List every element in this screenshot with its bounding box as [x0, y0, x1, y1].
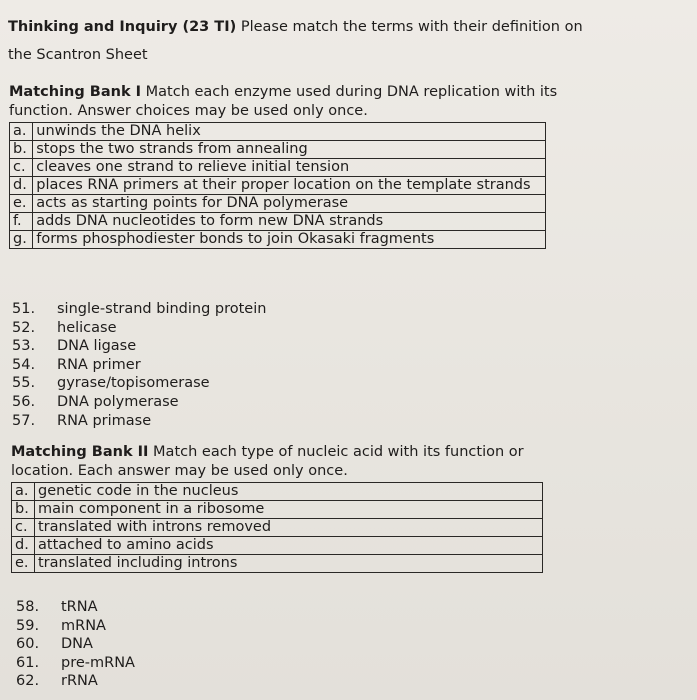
choice-letter: a. [12, 483, 35, 501]
bank2-question-list [16, 598, 135, 691]
table-row [10, 195, 546, 213]
list-item [12, 412, 266, 431]
question-term: mRNA [61, 617, 106, 634]
question-term: DNA polymerase [57, 393, 179, 410]
list-item [16, 598, 135, 617]
choice-text: adds DNA nucleotides to form new DNA strands [33, 213, 546, 231]
list-item [12, 300, 266, 319]
question-term: RNA primer [57, 356, 141, 373]
question-number: 59. [16, 617, 40, 634]
question-term: DNA [61, 636, 93, 653]
question-term: tRNA [61, 599, 98, 615]
table-row [12, 537, 543, 555]
choice-text: genetic code in the nucleus [35, 483, 543, 501]
table-row [12, 555, 543, 573]
choice-text: translated with introns removed [35, 519, 543, 537]
choice-letter: g. [10, 231, 33, 249]
choice-letter: e. [12, 555, 35, 573]
choice-letter: b. [12, 501, 35, 519]
table-row [10, 213, 546, 231]
choice-text: stops the two strands from annealing [33, 141, 546, 159]
question-number: 56. [12, 393, 36, 410]
question-term: rRNA [61, 673, 98, 690]
list-item [16, 654, 135, 673]
choice-letter: d. [12, 537, 35, 555]
list-item [12, 393, 266, 412]
bank2-choices-table [11, 482, 543, 573]
question-term: DNA ligase [57, 338, 137, 355]
question-term: single-strand binding protein [57, 301, 267, 317]
list-item [16, 635, 135, 654]
list-item [12, 337, 266, 356]
choice-letter: f. [10, 213, 33, 231]
choice-text: forms phosphodiester bonds to join Okasaki fragments [33, 231, 546, 249]
question-number: 54. [12, 356, 36, 373]
question-term: gyrase/topisomerase [57, 375, 210, 392]
bank2-heading [11, 444, 524, 460]
table-row [10, 159, 546, 177]
question-number: 53. [12, 338, 36, 355]
choice-letter: e. [10, 195, 33, 213]
list-item [12, 319, 266, 338]
header-line-1 [8, 19, 583, 35]
list-item [12, 374, 266, 393]
choice-letter: d. [10, 177, 33, 195]
header-instruction: Please match the terms with their definition on [236, 19, 583, 35]
choice-letter: c. [12, 519, 35, 537]
choice-text: translated including introns [35, 555, 543, 573]
question-number: 55. [12, 375, 36, 392]
question-number: 60. [16, 636, 40, 653]
choice-letter: c. [10, 159, 33, 177]
choice-letter: b. [10, 141, 33, 159]
question-number: 51. [12, 301, 36, 317]
question-number: 58. [16, 599, 40, 615]
question-term: RNA primase [57, 412, 152, 429]
question-term: helicase [57, 319, 117, 336]
choice-text: attached to amino acids [35, 537, 543, 555]
bank2-instruction-2: location. Each answer may be used only once. [11, 463, 348, 479]
choice-letter: a. [10, 123, 33, 141]
question-term: pre-mRNA [61, 654, 135, 671]
choice-text: main component in a ribosome [35, 501, 543, 519]
choice-text: acts as starting points for DNA polymerase [33, 195, 546, 213]
choice-text: places RNA primers at their proper location on the template strands [33, 177, 546, 195]
bank1-question-list [12, 300, 266, 430]
table-row [10, 123, 546, 141]
table-row [10, 231, 546, 249]
section-title: Thinking and Inquiry (23 TI) [8, 19, 237, 35]
list-item [12, 356, 266, 375]
table-row [10, 141, 546, 159]
bank1-heading [9, 84, 557, 100]
bank1-instruction-2: function. Answer choices may be used only once. [9, 103, 368, 119]
table-row [12, 483, 543, 501]
question-number: 62. [16, 673, 40, 690]
question-number: 61. [16, 654, 40, 671]
bank2-instruction: Match each type of nucleic acid with its function or [148, 444, 524, 460]
header-line-2: the Scantron Sheet [8, 47, 148, 63]
table-row [10, 177, 546, 195]
bank1-instruction: Match each enzyme used during DNA replication with its [141, 84, 558, 100]
bank1-choices-table [9, 122, 546, 249]
question-number: 52. [12, 319, 36, 336]
question-number: 57. [12, 412, 36, 429]
bank1-title: Matching Bank I [9, 84, 142, 100]
choice-text: cleaves one strand to relieve initial tension [33, 159, 546, 177]
table-row [12, 501, 543, 519]
choice-text: unwinds the DNA helix [33, 123, 546, 141]
table-row [12, 519, 543, 537]
list-item [16, 672, 135, 691]
list-item [16, 617, 135, 636]
bank2-title: Matching Bank II [11, 444, 149, 460]
